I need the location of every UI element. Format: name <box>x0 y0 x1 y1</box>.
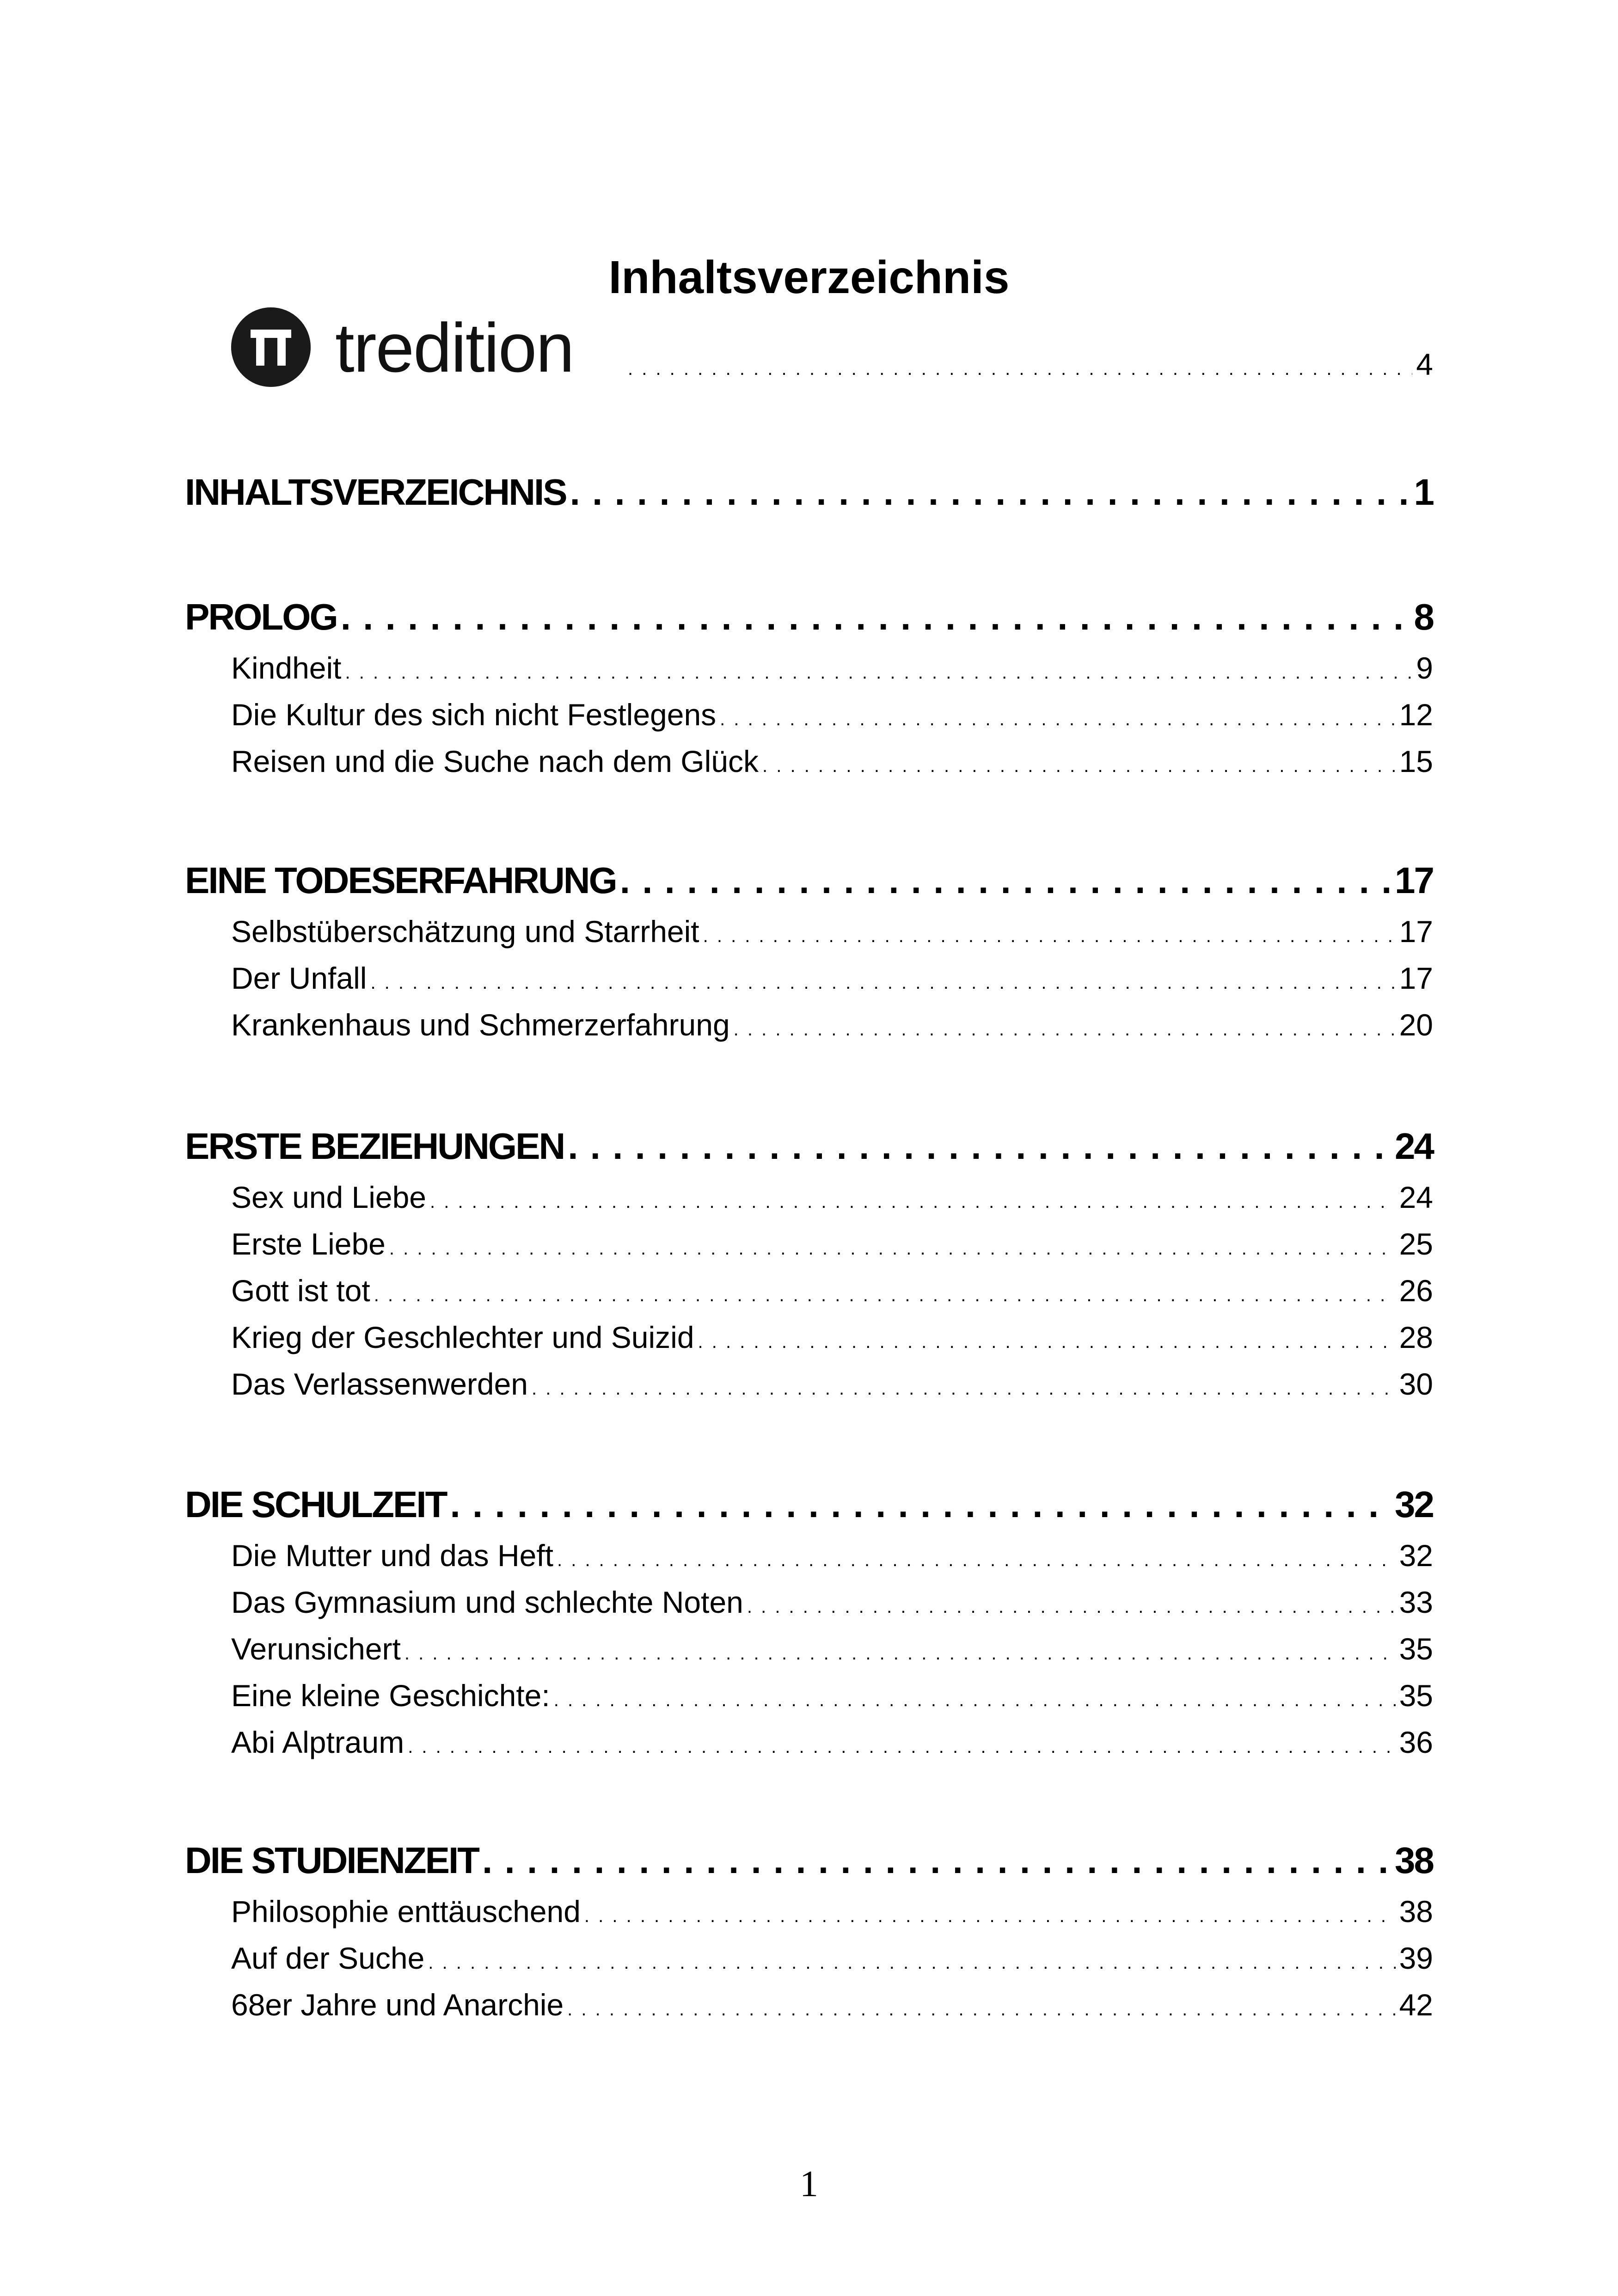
section-title: Kindheit <box>231 651 342 685</box>
dot-leader <box>703 913 1396 959</box>
toc-section-entry[interactable] <box>185 1982 1433 2028</box>
chapter-page-number: 38 <box>1395 1840 1433 1881</box>
section-title: Verunsichert <box>231 1632 401 1666</box>
chapter-page-number: 8 <box>1414 596 1433 637</box>
dot-leader <box>450 1477 1391 1532</box>
section-page-number: 30 <box>1399 1367 1433 1401</box>
section-title: Die Kultur des sich nicht Festlegens <box>231 698 717 732</box>
toc-section-entry[interactable] <box>185 1002 1433 1048</box>
section-page-number: 33 <box>1399 1585 1433 1619</box>
dot-leader <box>628 359 1412 380</box>
section-title: Erste Liebe <box>231 1227 386 1261</box>
dot-leader <box>747 1584 1396 1630</box>
toc-section-entry[interactable] <box>185 1361 1433 1407</box>
dot-leader <box>404 1630 1396 1677</box>
chapter-page-number: 32 <box>1395 1484 1433 1525</box>
logo-wordmark: tredition <box>335 309 574 386</box>
toc-section-entry[interactable] <box>185 1579 1433 1625</box>
toc-chapter-entry[interactable] <box>185 853 1433 908</box>
section-page-number: 17 <box>1399 961 1433 995</box>
section-title: Krieg der Geschlechter und Suizid <box>231 1320 694 1354</box>
dot-leader <box>374 1272 1396 1318</box>
toc-chapter-entry[interactable] <box>185 465 1433 520</box>
toc-section-entry[interactable] <box>185 692 1433 738</box>
toc-chapter-entry[interactable] <box>185 589 1433 645</box>
section-page-number: 32 <box>1399 1538 1433 1573</box>
section-title: 68er Jahre und Anarchie <box>231 1988 564 2022</box>
tredition-logo-icon <box>231 307 311 387</box>
dot-leader <box>584 1893 1396 1939</box>
dot-leader <box>620 853 1391 908</box>
toc-header-entry <box>624 347 1433 382</box>
section-title: Auf der Suche <box>231 1941 425 1975</box>
section-page-number: 17 <box>1399 914 1433 949</box>
section-title: Die Mutter und das Heft <box>231 1538 553 1573</box>
section-page-number: 36 <box>1399 1725 1433 1759</box>
dot-leader <box>408 1724 1395 1770</box>
toc-section-entry[interactable] <box>185 1532 1433 1579</box>
dot-leader <box>554 1677 1396 1723</box>
section-page-number: 25 <box>1399 1227 1433 1261</box>
dot-leader <box>341 589 1410 645</box>
section-page-number: 35 <box>1399 1632 1433 1666</box>
page-title: Inhaltsverzeichnis <box>608 251 1010 303</box>
section-title: Philosophie enttäuschend <box>231 1894 581 1929</box>
toc-section-entry[interactable] <box>185 1314 1433 1360</box>
chapter-title: ERSTE BEZIEHUNGEN <box>185 1126 564 1167</box>
section-title: Abi Alptraum <box>231 1725 404 1759</box>
toc-section-entry[interactable] <box>185 1935 1433 1981</box>
dot-leader <box>345 649 1413 696</box>
section-page-number: 9 <box>1416 651 1433 685</box>
section-page-number: 39 <box>1399 1941 1433 1975</box>
chapter-page-number: 24 <box>1395 1126 1433 1167</box>
section-title: Gott ist tot <box>231 1274 370 1308</box>
toc-chapter-entry[interactable] <box>185 1119 1433 1174</box>
chapter-title: DIE STUDIENZEIT <box>185 1840 479 1881</box>
page-number-footer: 1 <box>800 2164 818 2204</box>
dot-leader <box>428 1940 1395 1986</box>
section-page-number: 24 <box>1399 1180 1433 1214</box>
chapter-title: PROLOG <box>185 596 337 637</box>
dot-leader <box>698 1319 1396 1365</box>
toc-section-entry[interactable] <box>185 955 1433 1001</box>
chapter-title: DIE SCHULZEIT <box>185 1484 447 1525</box>
section-title: Eine kleine Geschichte: <box>231 1678 550 1713</box>
section-title: Das Verlassenwerden <box>231 1367 528 1401</box>
toc-section-entry[interactable] <box>185 1888 1433 1935</box>
dot-leader <box>734 1006 1396 1053</box>
section-page-number: 28 <box>1399 1320 1433 1354</box>
section-page-number: 35 <box>1399 1678 1433 1713</box>
section-title: Der Unfall <box>231 961 367 995</box>
toc-section-entry[interactable] <box>185 1267 1433 1314</box>
section-page-number: 15 <box>1399 744 1433 778</box>
toc-section-entry[interactable] <box>185 1626 1433 1672</box>
chapter-page-number: 1 <box>1414 471 1433 513</box>
toc-section-entry[interactable] <box>185 645 1433 691</box>
toc-chapter-entry[interactable] <box>185 1477 1433 1532</box>
entry-page-number: 4 <box>1416 347 1433 381</box>
toc-section-entry[interactable] <box>185 738 1433 784</box>
dot-leader <box>482 1833 1391 1888</box>
dot-leader <box>389 1225 1396 1272</box>
section-title: Reisen und die Suche nach dem Glück <box>231 744 759 778</box>
section-page-number: 26 <box>1399 1274 1433 1308</box>
section-page-number: 20 <box>1399 1008 1433 1042</box>
section-title: Selbstüberschätzung und Starrheit <box>231 914 699 949</box>
toc-section-entry[interactable] <box>185 1672 1433 1719</box>
dot-leader <box>370 960 1395 1006</box>
dot-leader <box>570 465 1410 520</box>
toc-section-entry[interactable] <box>185 908 1433 955</box>
section-page-number: 42 <box>1399 1988 1433 2022</box>
section-page-number: 12 <box>1399 698 1433 732</box>
section-title: Sex und Liebe <box>231 1180 427 1214</box>
section-page-number: 38 <box>1399 1894 1433 1929</box>
chapter-title: EINE TODESERFAHRUNG <box>185 860 616 901</box>
dot-leader <box>720 696 1395 742</box>
dot-leader <box>567 1986 1395 2033</box>
toc-chapter-entry[interactable] <box>185 1833 1433 1888</box>
dot-leader <box>430 1179 1396 1225</box>
section-title: Das Gymnasium und schlechte Noten <box>231 1585 743 1619</box>
toc-section-entry[interactable] <box>185 1719 1433 1765</box>
toc-section-entry[interactable] <box>185 1221 1433 1267</box>
chapter-page-number: 17 <box>1395 860 1433 901</box>
dot-leader <box>557 1537 1396 1583</box>
chapter-title: INHALTSVERZEICHNIS <box>185 471 566 513</box>
dot-leader <box>762 743 1396 789</box>
section-title: Krankenhaus und Schmerzerfahrung <box>231 1008 730 1042</box>
publisher-logo <box>231 303 624 395</box>
dot-leader <box>568 1119 1391 1174</box>
toc-section-entry[interactable] <box>185 1174 1433 1220</box>
dot-leader <box>532 1365 1396 1412</box>
